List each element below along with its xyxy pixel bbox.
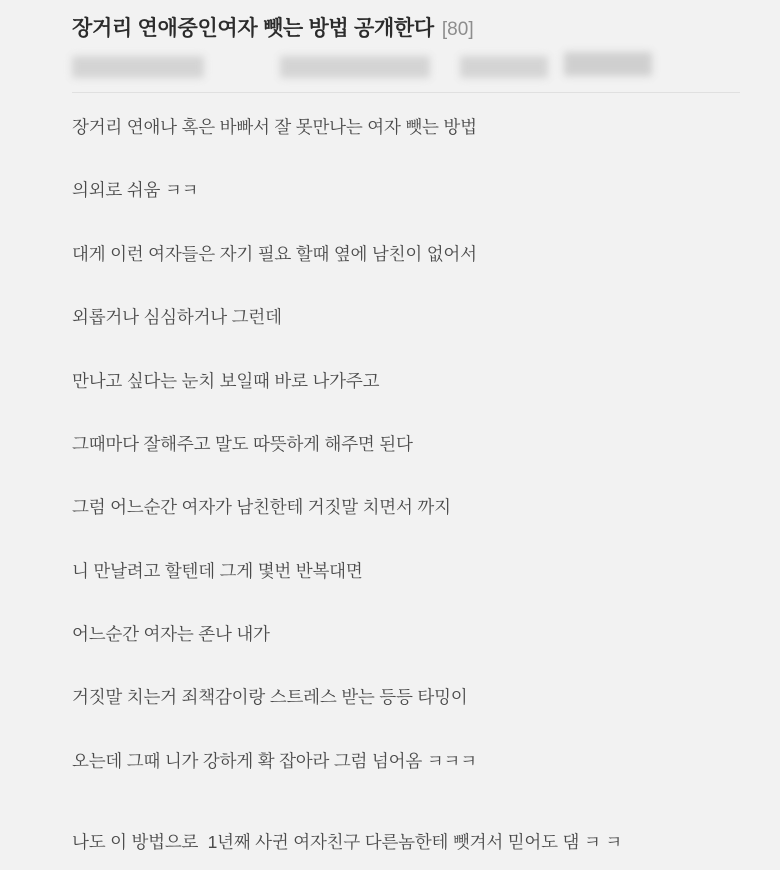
- post-header: [0, 0, 780, 86]
- post-paragraph: 대게 이런 여자들은 자기 필요 할때 옆에 남친이 없어서: [72, 243, 477, 264]
- comment-count-badge: [80]: [441, 19, 474, 40]
- post-paragraph: 외롭거나 심심하거나 그런데: [72, 307, 282, 328]
- post-paragraph: 의외로 쉬움 ㅋㅋ: [72, 180, 199, 201]
- post-paragraph: 그때마다 잘해주고 말도 따뜻하게 해주면 된다: [72, 433, 413, 454]
- post-paragraph: 나도 이 방법으로 1년째 사귄 여자친구 다른놈한테 뺏겨서 믿어도 댐 ㅋ ㅋ: [72, 832, 622, 853]
- redacted-author: [72, 56, 204, 78]
- redacted-extra: [564, 52, 652, 76]
- post-meta-redacted: [72, 52, 740, 86]
- post-paragraph: 그럼 어느순간 여자가 남친한테 거짓말 치면서 까지: [72, 497, 451, 518]
- post-paragraph: 거짓말 치는거 죄책감이랑 스트레스 받는 등등 타밍이: [72, 687, 468, 708]
- post-body: [0, 93, 780, 856]
- redacted-views: [460, 56, 548, 78]
- page-title: 장거리 연애중인여자 뺏는 방법 공개한다: [72, 17, 434, 40]
- title-row: [72, 12, 740, 42]
- post-paragraph: 어느순간 여자는 존나 내가: [72, 624, 270, 644]
- redacted-date: [280, 56, 430, 78]
- post-paragraph: 오는데 그때 니가 강하게 확 잡아라 그럼 넘어옴 ㅋㅋㅋ: [72, 750, 477, 771]
- post-paragraph: 니 만날려고 할텐데 그게 몇번 반복대면: [72, 560, 363, 581]
- post-paragraph: 장거리 연애나 혹은 바빠서 잘 못만나는 여자 뺏는 방법: [72, 117, 477, 137]
- post-paragraph: 만나고 싶다는 눈치 보일때 바로 나가주고: [72, 370, 380, 391]
